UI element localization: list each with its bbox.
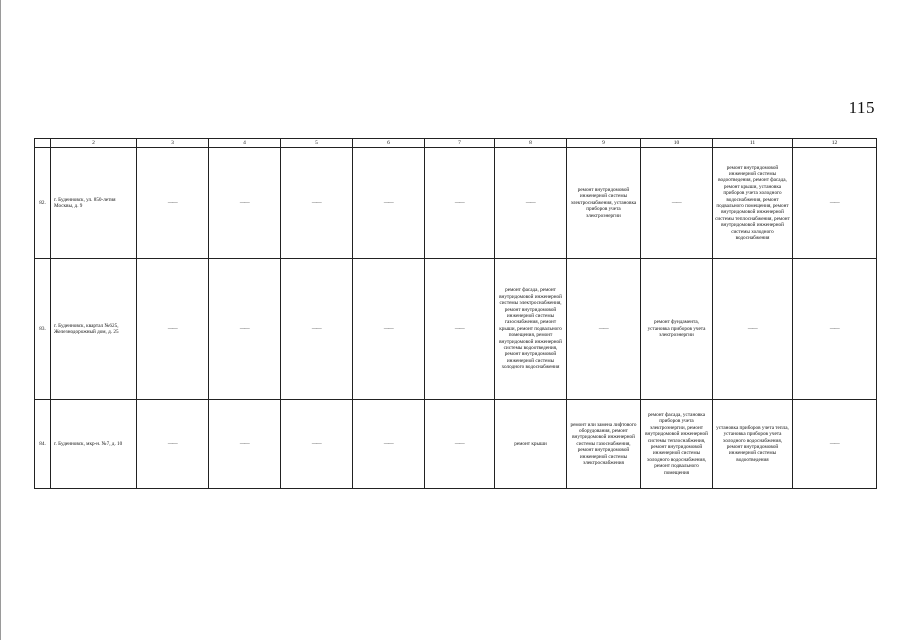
header-cell: 3 (137, 139, 209, 148)
table-cell: —— (425, 259, 495, 400)
table-cell: ремонт внутридомовой инженерной системы водоотведения, ремонт фасада, ремонт крыши, установка приборов учета холодного водоснабжения, ремонт подвального помещения, ремонт внутридомовой инженерной системы теплоснабжения, ремонт внутридомовой инженерной системы холодного водоснабжения (713, 148, 793, 259)
table-cell: ремонт внутридомовой инженерной системы электроснабжения, установка приборов учета электроэнергии (567, 148, 641, 259)
table-cell: ремонт или замена лифтового оборудования, ремонт внутридомовой инженерной системы газоснабжения, ремонт внутридомовой инженерной системы электроснабжения (567, 400, 641, 489)
table-cell: ремонт фасада, ремонт внутридомовой инженерной системы электроснабжения, ремонт внутридомовой инженерной системы газоснабжения, ремонт крыши, ремонт подвального помещения, ремонт внутридомовой инженерной системы водоотведения, ремонт внутридомовой инженерной системы холодного водоснабжения (495, 259, 567, 400)
table-row (35, 148, 877, 259)
header-cell: 6 (353, 139, 425, 148)
table-cell: —— (137, 400, 209, 489)
table-cell: —— (425, 148, 495, 259)
row-address: г. Буденновск, мкр-н. №7, д. 10 (51, 400, 137, 489)
table-cell: —— (137, 148, 209, 259)
table-cell: ремонт фасада, установка приборов учета электроэнергии, ремонт внутридомовой инженерной системы теплоснабжения, ремонт внутридомовой инженерной системы холодного водоснабжения, ремонт подвального помещения (641, 400, 713, 489)
header-cell: 5 (281, 139, 353, 148)
table-cell: —— (567, 259, 641, 400)
row-address: г. Буденновск, квартал №625, Железнодорожный дом, д. 25 (51, 259, 137, 400)
page-left-edge (0, 0, 1, 640)
repair-register-table (34, 138, 877, 489)
table-cell: —— (793, 148, 877, 259)
header-cell (35, 139, 51, 148)
table-cell: —— (281, 400, 353, 489)
header-cell: 7 (425, 139, 495, 148)
page-number: 115 (848, 98, 875, 117)
table-cell: установка приборов учета тепла, установка приборов учета холодного водоснабжения, ремонт внутридомовой инженерной системы водоотведения (713, 400, 793, 489)
table-cell: —— (641, 148, 713, 259)
table-cell: —— (281, 148, 353, 259)
table-cell: —— (425, 400, 495, 489)
table-cell: ремонт крыши (495, 400, 567, 489)
table-cell: —— (495, 148, 567, 259)
row-address: г. Буденновск, ул. 850-летия Москвы, д. 9 (51, 148, 137, 259)
table-row (35, 259, 877, 400)
table-cell: —— (209, 259, 281, 400)
row-number: 83. (35, 259, 51, 400)
header-cell: 12 (793, 139, 877, 148)
header-cell: 4 (209, 139, 281, 148)
header-cell: 10 (641, 139, 713, 148)
table-cell: —— (209, 148, 281, 259)
table-cell: —— (793, 400, 877, 489)
header-cell: 8 (495, 139, 567, 148)
header-cell: 9 (567, 139, 641, 148)
row-number: 82. (35, 148, 51, 259)
table-cell: —— (209, 400, 281, 489)
table-cell: —— (353, 400, 425, 489)
row-number: 84. (35, 400, 51, 489)
header-cell: 2 (51, 139, 137, 148)
table-cell: —— (793, 259, 877, 400)
table-cell: —— (353, 259, 425, 400)
table-row (35, 400, 877, 489)
table-cell: —— (713, 259, 793, 400)
table-cell: —— (353, 148, 425, 259)
table-header-row (35, 139, 877, 148)
table-cell: ремонт фундамента, установка приборов учета электроэнергии (641, 259, 713, 400)
table-cell: —— (137, 259, 209, 400)
table-cell: —— (281, 259, 353, 400)
header-cell: 11 (713, 139, 793, 148)
